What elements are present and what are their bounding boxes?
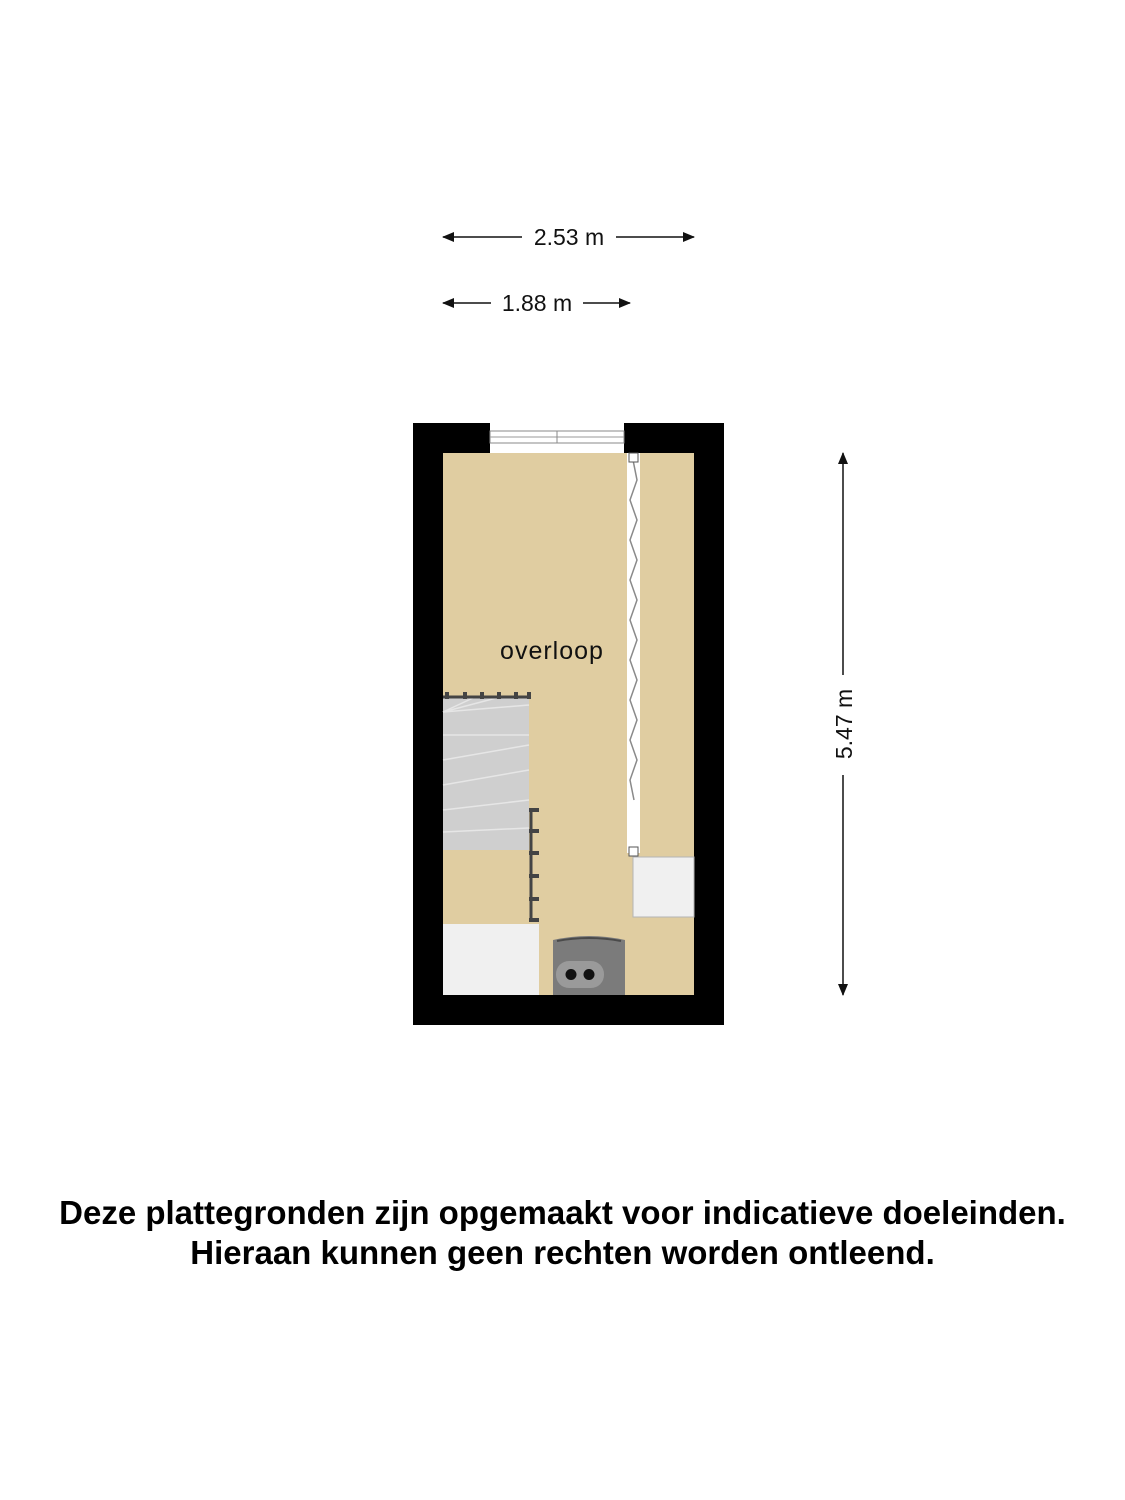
dimension-inner-width-label: 1.88 m [501, 290, 573, 316]
dimension-top-width [443, 224, 694, 250]
storage-block [443, 924, 539, 995]
dimension-inner-width [443, 290, 630, 316]
window [490, 431, 624, 443]
disclaimer-line-1: Deze plattegronden zijn opgemaakt voor indicatieve doeleinden. [59, 1194, 1066, 1231]
cabinet [633, 857, 694, 917]
partition [627, 453, 640, 856]
room-label-overloop: overloop [500, 637, 604, 665]
boiler [553, 936, 625, 995]
dimension-side-height-label: 5.47 m [831, 688, 857, 760]
disclaimer [0, 1193, 1125, 1273]
dimension-side-height [831, 453, 857, 995]
dimension-top-width-label: 2.53 m [533, 224, 605, 250]
disclaimer-line-2: Hieraan kunnen geen rechten worden ontleend. [190, 1234, 935, 1271]
